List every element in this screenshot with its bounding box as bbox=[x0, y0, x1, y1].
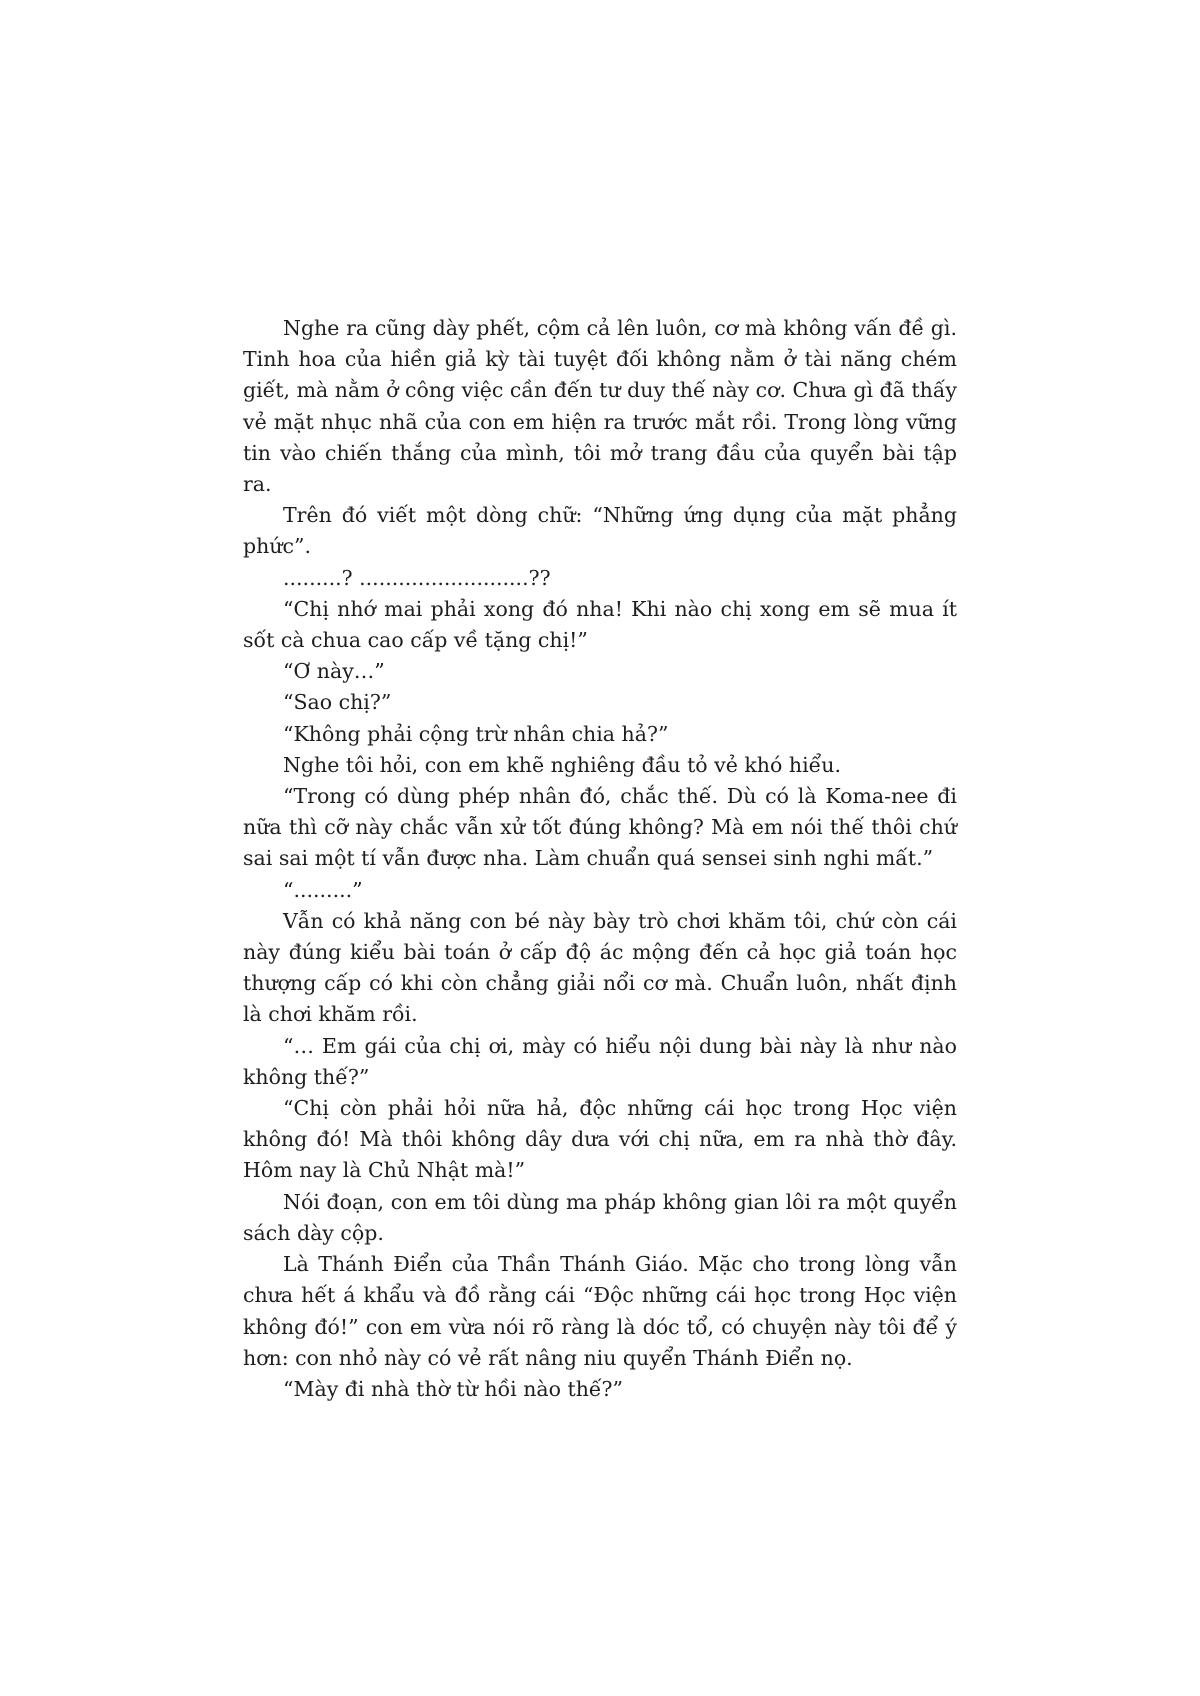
paragraph: Là Thánh Điển của Thần Thánh Giáo. Mặc cho trong lòng vẫn chưa hết á khẩu và đồ rằng cái “Độc những cái học trong Học viện không đó!” con em vừa nói rõ ràng là dóc tổ, có chuyện này tôi để ý hơn: con nhỏ này có vẻ rất nâng niu quyển Thánh Điển nọ. bbox=[243, 1252, 957, 1370]
paragraph: “Chị còn phải hỏi nữa hả, độc những cái học trong Học viện không đó! Mà thôi không dây dưa với chị nữa, em ra nhà thờ đây. Hôm nay là Chủ Nhật mà!” bbox=[243, 1096, 957, 1183]
paragraph: “Sao chị?” bbox=[283, 690, 392, 715]
paragraph: Nghe ra cũng dày phết, cộm cả lên luôn, cơ mà không vấn đề gì. Tinh hoa của hiền giả kỳ tài tuyệt đối không nằm ở tài năng chém giết, mà nằm ở công việc cần đến tư duy thế này cơ. Chưa gì đã thấy vẻ mặt nhục nhã của con em hiện ra trước mắt rồi. Trong lòng vững tin vào chiến thắng của mình, tôi mở trang đầu của quyển bài tập ra. bbox=[243, 316, 957, 497]
paragraph: “Ơ này…” bbox=[283, 659, 385, 684]
paragraph: “.........” bbox=[283, 877, 363, 902]
paragraph: “Chị nhớ mai phải xong đó nha! Khi nào chị xong em sẽ mua ít sốt cà chua cao cấp về tặng chị!” bbox=[243, 596, 957, 653]
paragraph: Vẫn có khả năng con bé này bày trò chơi khăm tôi, chứ còn cái này đúng kiểu bài toán ở cấp độ ác mộng đến cả học giả toán học thượng cấp có khi còn chẳng giải nổi cơ mà. Chuẩn luôn, nhất định là chơi khăm rồi. bbox=[243, 908, 957, 1027]
paragraph: Nghe tôi hỏi, con em khẽ nghiêng đầu tỏ vẻ khó hiểu. bbox=[283, 752, 841, 777]
body-text bbox=[243, 313, 957, 1405]
paragraph: “Trong có dùng phép nhân đó, chắc thế. Dù có là Koma-nee đi nữa thì cỡ này chắc vẫn xử tốt đúng không? Mà em nói thế thôi chứ sai sai một tí vẫn được nha. Làm chuẩn quá sensei sinh nghi mất.” bbox=[243, 784, 957, 871]
paragraph: “Mày đi nhà thờ từ hồi nào thế?” bbox=[283, 1376, 624, 1401]
paragraph: Nói đoạn, con em tôi dùng ma pháp không gian lôi ra một quyển sách dày cộp. bbox=[243, 1189, 957, 1245]
paragraph: .........? ..........................?? bbox=[283, 565, 551, 590]
paragraph: “Không phải cộng trừ nhân chia hả?” bbox=[283, 721, 669, 746]
paragraph: Trên đó viết một dòng chữ: “Những ứng dụng của mặt phẳng phức”. bbox=[243, 503, 957, 559]
paragraph: “… Em gái của chị ơi, mày có hiểu nội dung bài này là như nào không thế?” bbox=[243, 1033, 957, 1089]
